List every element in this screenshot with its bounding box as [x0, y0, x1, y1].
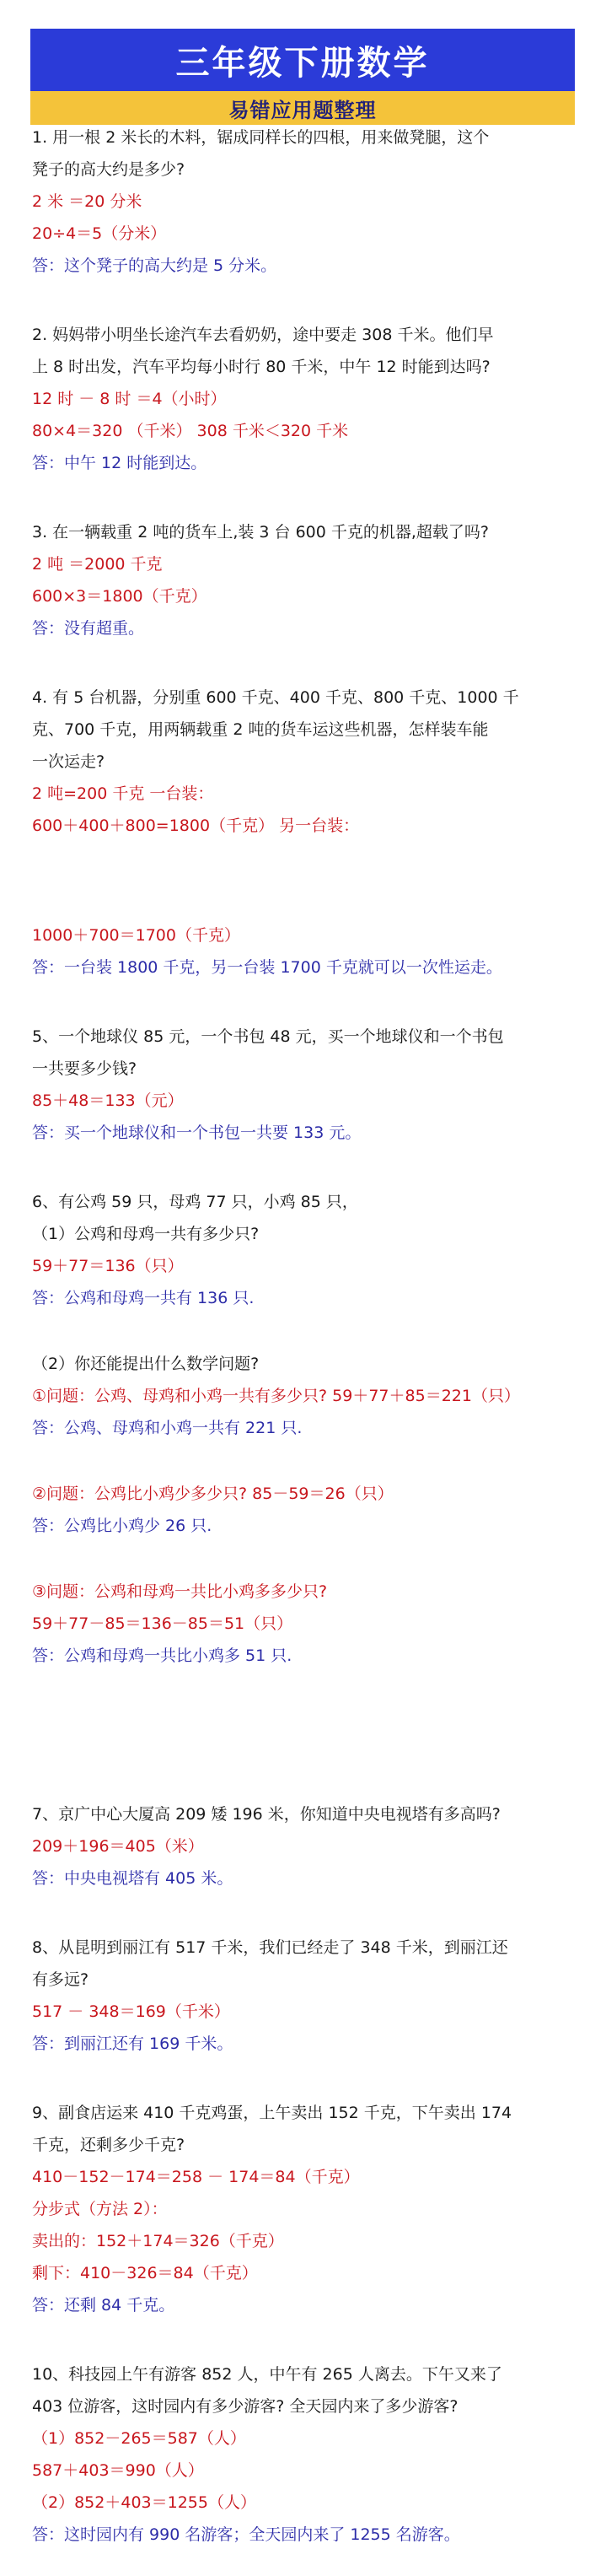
question-line: 1. 用一根 2 米长的木料，锯成同样长的四根，用来做凳腿，这个 [32, 128, 490, 147]
spacer [32, 1149, 580, 1186]
problem-9 [32, 2097, 580, 2321]
solution-line: 2 吨 ＝2000 千克 [32, 555, 163, 574]
spacer [32, 1444, 580, 1478]
spacer [32, 2321, 580, 2358]
page-subtitle: 易错应用题整理 [30, 91, 575, 125]
question-line: 有多远? [32, 1970, 89, 1989]
solution-line: 209＋196＝405（米） [32, 1837, 204, 1856]
problem-2 [32, 319, 580, 479]
answer-line: 答：一台装 1800 千克，另一台装 1700 千克就可以一次性运走。 [32, 958, 502, 977]
solution-line: 600＋400＋800=1800（千克） 另一台装： [32, 816, 360, 835]
question-line: 4. 有 5 台机器，分别重 600 千克、400 千克、800 千克、1000 千 [32, 688, 519, 707]
problem-5 [32, 1021, 580, 1149]
question-line: 克、700 千克，用两辆载重 2 吨的货车运这些机器，怎样装车能 [32, 720, 489, 739]
answer-line: 答：公鸡和母鸡一共比小鸡多 51 只. [32, 1646, 292, 1665]
answer-line: 答：这时园内有 990 名游客；全天园内来了 1255 名游客。 [32, 2525, 460, 2544]
question-line: 2. 妈妈带小明坐长途汽车去看奶奶，途中要走 308 千米。他们早 [32, 326, 494, 344]
answer-line: 答：买一个地球仪和一个书包一共要 133 元。 [32, 1124, 362, 1142]
solution-line: 587＋403＝990（人） [32, 2461, 204, 2480]
solution-line: 1000＋700＝1700（千克） [32, 926, 240, 945]
spacer [32, 644, 580, 682]
solution-line: ②问题：公鸡比小鸡少多少只? 85－59＝26（只） [32, 1485, 394, 1503]
solution-line: 卖出的：152＋174＝326（千克） [32, 2232, 284, 2250]
solution-line: ①问题：公鸡、母鸡和小鸡一共有多少只? 59＋77＋85＝221（只） [32, 1387, 520, 1405]
solution-line: 85＋48＝133（元） [32, 1091, 184, 1110]
answer-line: 答：公鸡、母鸡和小鸡一共有 221 只. [32, 1419, 303, 1437]
solution-line: 2 吨=200 千克 一台装： [32, 784, 214, 803]
question-line: 5、一个地球仪 85 元，一个书包 48 元，买一个地球仪和一个书包 [32, 1027, 504, 1046]
spacer [32, 1894, 580, 1932]
spacer [32, 984, 580, 1021]
question-line: 10、科技园上午有游客 852 人，中午有 265 人离去。下午又来了 [32, 2365, 502, 2384]
spacer [32, 842, 580, 919]
spacer [32, 2060, 580, 2097]
solution-line: （1）852－265＝587（人） [32, 2429, 246, 2448]
problem-3 [32, 516, 580, 644]
question-line: （2）你还能提出什么数学问题? [32, 1355, 260, 1373]
question-line: 403 位游客，这时园内有多少游客? 全天园内来了多少游客? [32, 2397, 459, 2416]
spacer [32, 282, 580, 319]
solution-line: 410－152－174＝258 － 174＝84（千克） [32, 2168, 360, 2186]
spacer [32, 1672, 580, 1798]
solution-line: 12 时 － 8 时 ＝4（小时） [32, 390, 227, 408]
question-line: 3. 在一辆载重 2 吨的货车上,装 3 台 600 千克的机器,超载了吗? [32, 523, 490, 542]
answer-line: 答：公鸡和母鸡一共有 136 只. [32, 1289, 255, 1307]
question-line: 6、有公鸡 59 只，母鸡 77 只，小鸡 85 只， [32, 1193, 358, 1211]
solution-line: 2 米 ＝20 分米 [32, 192, 142, 211]
solution-line: ③问题：公鸡和母鸡一共比小鸡多多少只? [32, 1582, 328, 1601]
question-line: 9、副食店运来 410 千克鸡蛋，上午卖出 152 千克，下午卖出 174 [32, 2104, 512, 2122]
answer-line: 答：中午 12 时能到达。 [32, 454, 207, 472]
question-line: 8、从昆明到丽江有 517 千米，我们已经走了 348 千米，到丽江还 [32, 1938, 508, 1957]
solution-line: 20÷4＝5（分米） [32, 224, 167, 243]
solution-line: 剩下：410－326＝84（千克） [32, 2264, 258, 2282]
answer-line: 答：还剩 84 千克。 [32, 2296, 175, 2315]
answer-line: 答：公鸡比小鸡少 26 只. [32, 1517, 212, 1535]
problem-7 [32, 1798, 580, 1894]
problem-8 [32, 1932, 580, 2060]
question-line: 凳子的高大约是多少? [32, 160, 185, 179]
answer-line: 答：没有超重。 [32, 619, 145, 638]
spacer [32, 1542, 580, 1576]
question-line: 一次运走? [32, 752, 105, 771]
question-line: 千克，还剩多少千克? [32, 2136, 185, 2154]
solution-line: 600×3＝1800（千克） [32, 587, 207, 606]
question-line: （1）公鸡和母鸡一共有多少只? [32, 1225, 260, 1243]
solution-line: 80×4＝320 （千米） 308 千米＜320 千米 [32, 422, 349, 440]
answer-line: 答：中央电视塔有 405 米。 [32, 1869, 233, 1888]
answer-line: 答：这个凳子的高大约是 5 分米。 [32, 256, 277, 275]
problem-list [32, 121, 580, 2551]
solution-line: 517 － 348＝169（千米） [32, 2002, 230, 2021]
solution-line: 分步式（方法 2）： [32, 2200, 168, 2218]
question-line: 上 8 时出发，汽车平均每小时行 80 千米，中午 12 时能到达吗? [32, 358, 491, 376]
solution-line: （2）852＋403＝1255（人） [32, 2493, 256, 2512]
spacer [32, 479, 580, 516]
page-title: 三年级下册数学 [30, 29, 575, 91]
answer-line: 答：到丽江还有 169 千米。 [32, 2034, 233, 2053]
problem-1 [32, 121, 580, 282]
question-line: 一共要多少钱? [32, 1059, 137, 1078]
problem-4 [32, 682, 580, 984]
problem-10 [32, 2358, 580, 2551]
solution-line: 59＋77－85＝136－85＝51（只） [32, 1614, 293, 1633]
spacer [32, 1314, 580, 1348]
problem-6 [32, 1186, 580, 1672]
question-line: 7、京广中心大厦高 209 矮 196 米，你知道中央电视塔有多高吗? [32, 1805, 501, 1824]
solution-line: 59＋77＝136（只） [32, 1257, 184, 1275]
